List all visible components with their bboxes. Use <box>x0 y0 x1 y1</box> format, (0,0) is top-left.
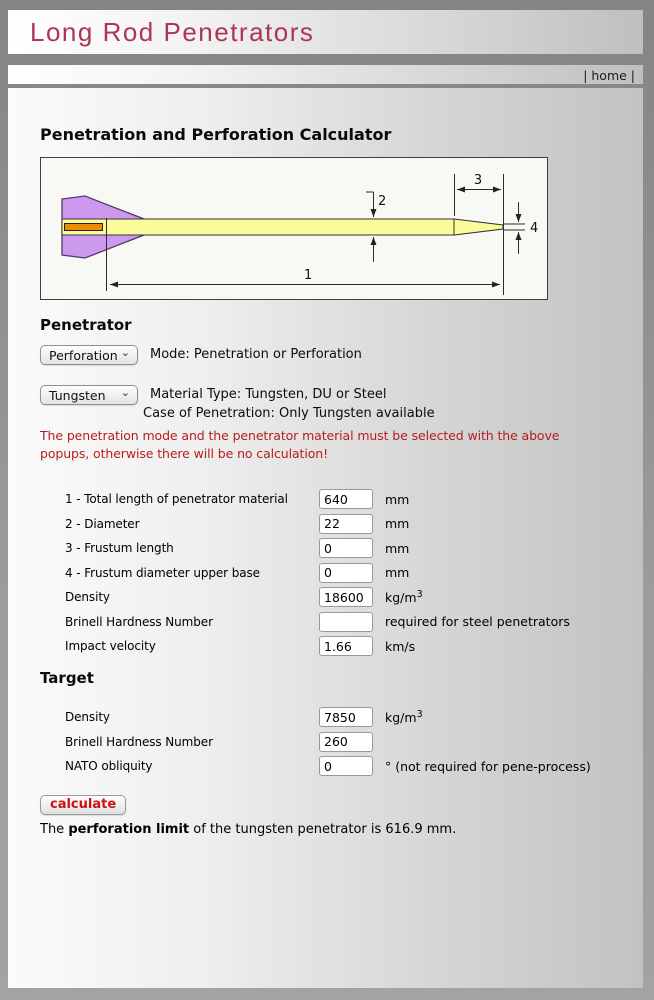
material-row <box>40 385 435 422</box>
field-unit: ° (not required for pene-process) <box>385 758 591 774</box>
target-form <box>65 707 591 781</box>
field-label: 2 - Diameter <box>65 516 140 531</box>
frustum-length-input[interactable] <box>319 538 373 558</box>
material-note: Case of Penetration: Only Tungsten available <box>143 406 435 421</box>
home-link[interactable]: | home | <box>583 68 635 83</box>
form-row-frustum-length <box>65 538 570 558</box>
field-unit: mm <box>385 491 410 507</box>
dim-label-4: 4 <box>530 221 539 236</box>
field-label: Brinell Hardness Number <box>65 614 213 629</box>
field-unit: mm <box>385 540 410 556</box>
field-label: Density <box>65 710 110 724</box>
chevron-down-icon: ⌄ <box>120 386 130 399</box>
mode-row <box>40 345 362 365</box>
field-label: Impact velocity <box>65 639 156 653</box>
form-row-target-density <box>65 707 591 727</box>
field-label: NATO obliquity <box>65 759 153 773</box>
field-label: 1 - Total length of penetrator material <box>65 492 288 506</box>
penetrator-form <box>65 489 570 661</box>
field-unit <box>385 589 423 605</box>
unit-text: kg/m <box>385 590 417 606</box>
form-row-frustum-diameter <box>65 563 570 583</box>
form-row-total-length <box>65 489 570 509</box>
target-brinell-input[interactable] <box>319 732 373 752</box>
insert-block <box>65 224 103 231</box>
result-prefix: The <box>40 822 69 837</box>
penetrator-diagram-svg <box>41 158 547 299</box>
material-label: Material Type: Tungsten, DU or Steel <box>150 387 387 402</box>
penetrator-brinell-input[interactable] <box>319 612 373 632</box>
dim-label-1: 1 <box>304 268 313 283</box>
impact-velocity-input[interactable] <box>319 636 373 656</box>
dim-label-2: 2 <box>378 194 387 209</box>
form-row-penetrator-density <box>65 587 570 607</box>
penetrator-diagram <box>40 157 548 300</box>
material-select-value: Tungsten <box>49 387 106 403</box>
penetrator-heading: Penetrator <box>40 316 132 334</box>
field-unit <box>385 709 423 725</box>
result-text <box>40 822 456 837</box>
diameter-input[interactable] <box>319 514 373 534</box>
chevron-down-icon: ⌄ <box>120 346 130 359</box>
nav-bar <box>8 65 643 84</box>
field-label: 4 - Frustum diameter upper base <box>65 565 260 580</box>
field-unit: mm <box>385 565 410 580</box>
field-label: Density <box>65 590 110 604</box>
total-length-input[interactable] <box>319 489 373 509</box>
field-label: 3 - Frustum length <box>65 541 174 555</box>
nato-obliquity-input[interactable] <box>319 756 373 776</box>
mode-select[interactable] <box>40 345 138 365</box>
rod-tip <box>454 219 503 235</box>
target-heading: Target <box>40 669 94 687</box>
dim-label-3: 3 <box>473 173 483 188</box>
main-content <box>8 88 643 988</box>
form-row-nato-obliquity <box>65 756 591 776</box>
calculate-button[interactable]: calculate <box>40 795 126 815</box>
unit-superscript: 3 <box>416 588 423 600</box>
site-title: Long Rod Penetrators <box>30 17 315 47</box>
selection-warning: The penetration mode and the penetrator material must be selected with the above popups, otherwise there will be no calculation! <box>40 428 560 461</box>
field-unit: km/s <box>385 638 416 654</box>
field-label: Brinell Hardness Number <box>65 734 213 749</box>
form-row-diameter <box>65 514 570 534</box>
mode-label: Mode: Penetration or Perforation <box>150 347 362 362</box>
form-row-impact-velocity <box>65 636 570 656</box>
header-band <box>8 10 643 54</box>
unit-superscript: 3 <box>416 708 423 720</box>
frustum-diameter-input[interactable] <box>319 563 373 583</box>
result-bold: perforation limit <box>68 822 190 837</box>
result-suffix: of the tungsten penetrator is 616.9 mm. <box>189 822 457 837</box>
mode-select-value: Perforation <box>49 347 118 363</box>
form-row-target-brinell <box>65 732 591 752</box>
material-select[interactable] <box>40 385 138 405</box>
material-labels <box>138 385 435 422</box>
field-note: required for steel penetrators <box>385 614 570 629</box>
target-density-input[interactable] <box>319 707 373 727</box>
penetrator-density-input[interactable] <box>319 587 373 607</box>
field-unit: mm <box>385 516 410 531</box>
page-title: Penetration and Perforation Calculator <box>40 125 392 144</box>
unit-text: kg/m <box>385 710 417 726</box>
form-row-penetrator-brinell <box>65 612 570 632</box>
rod-body <box>62 219 454 235</box>
